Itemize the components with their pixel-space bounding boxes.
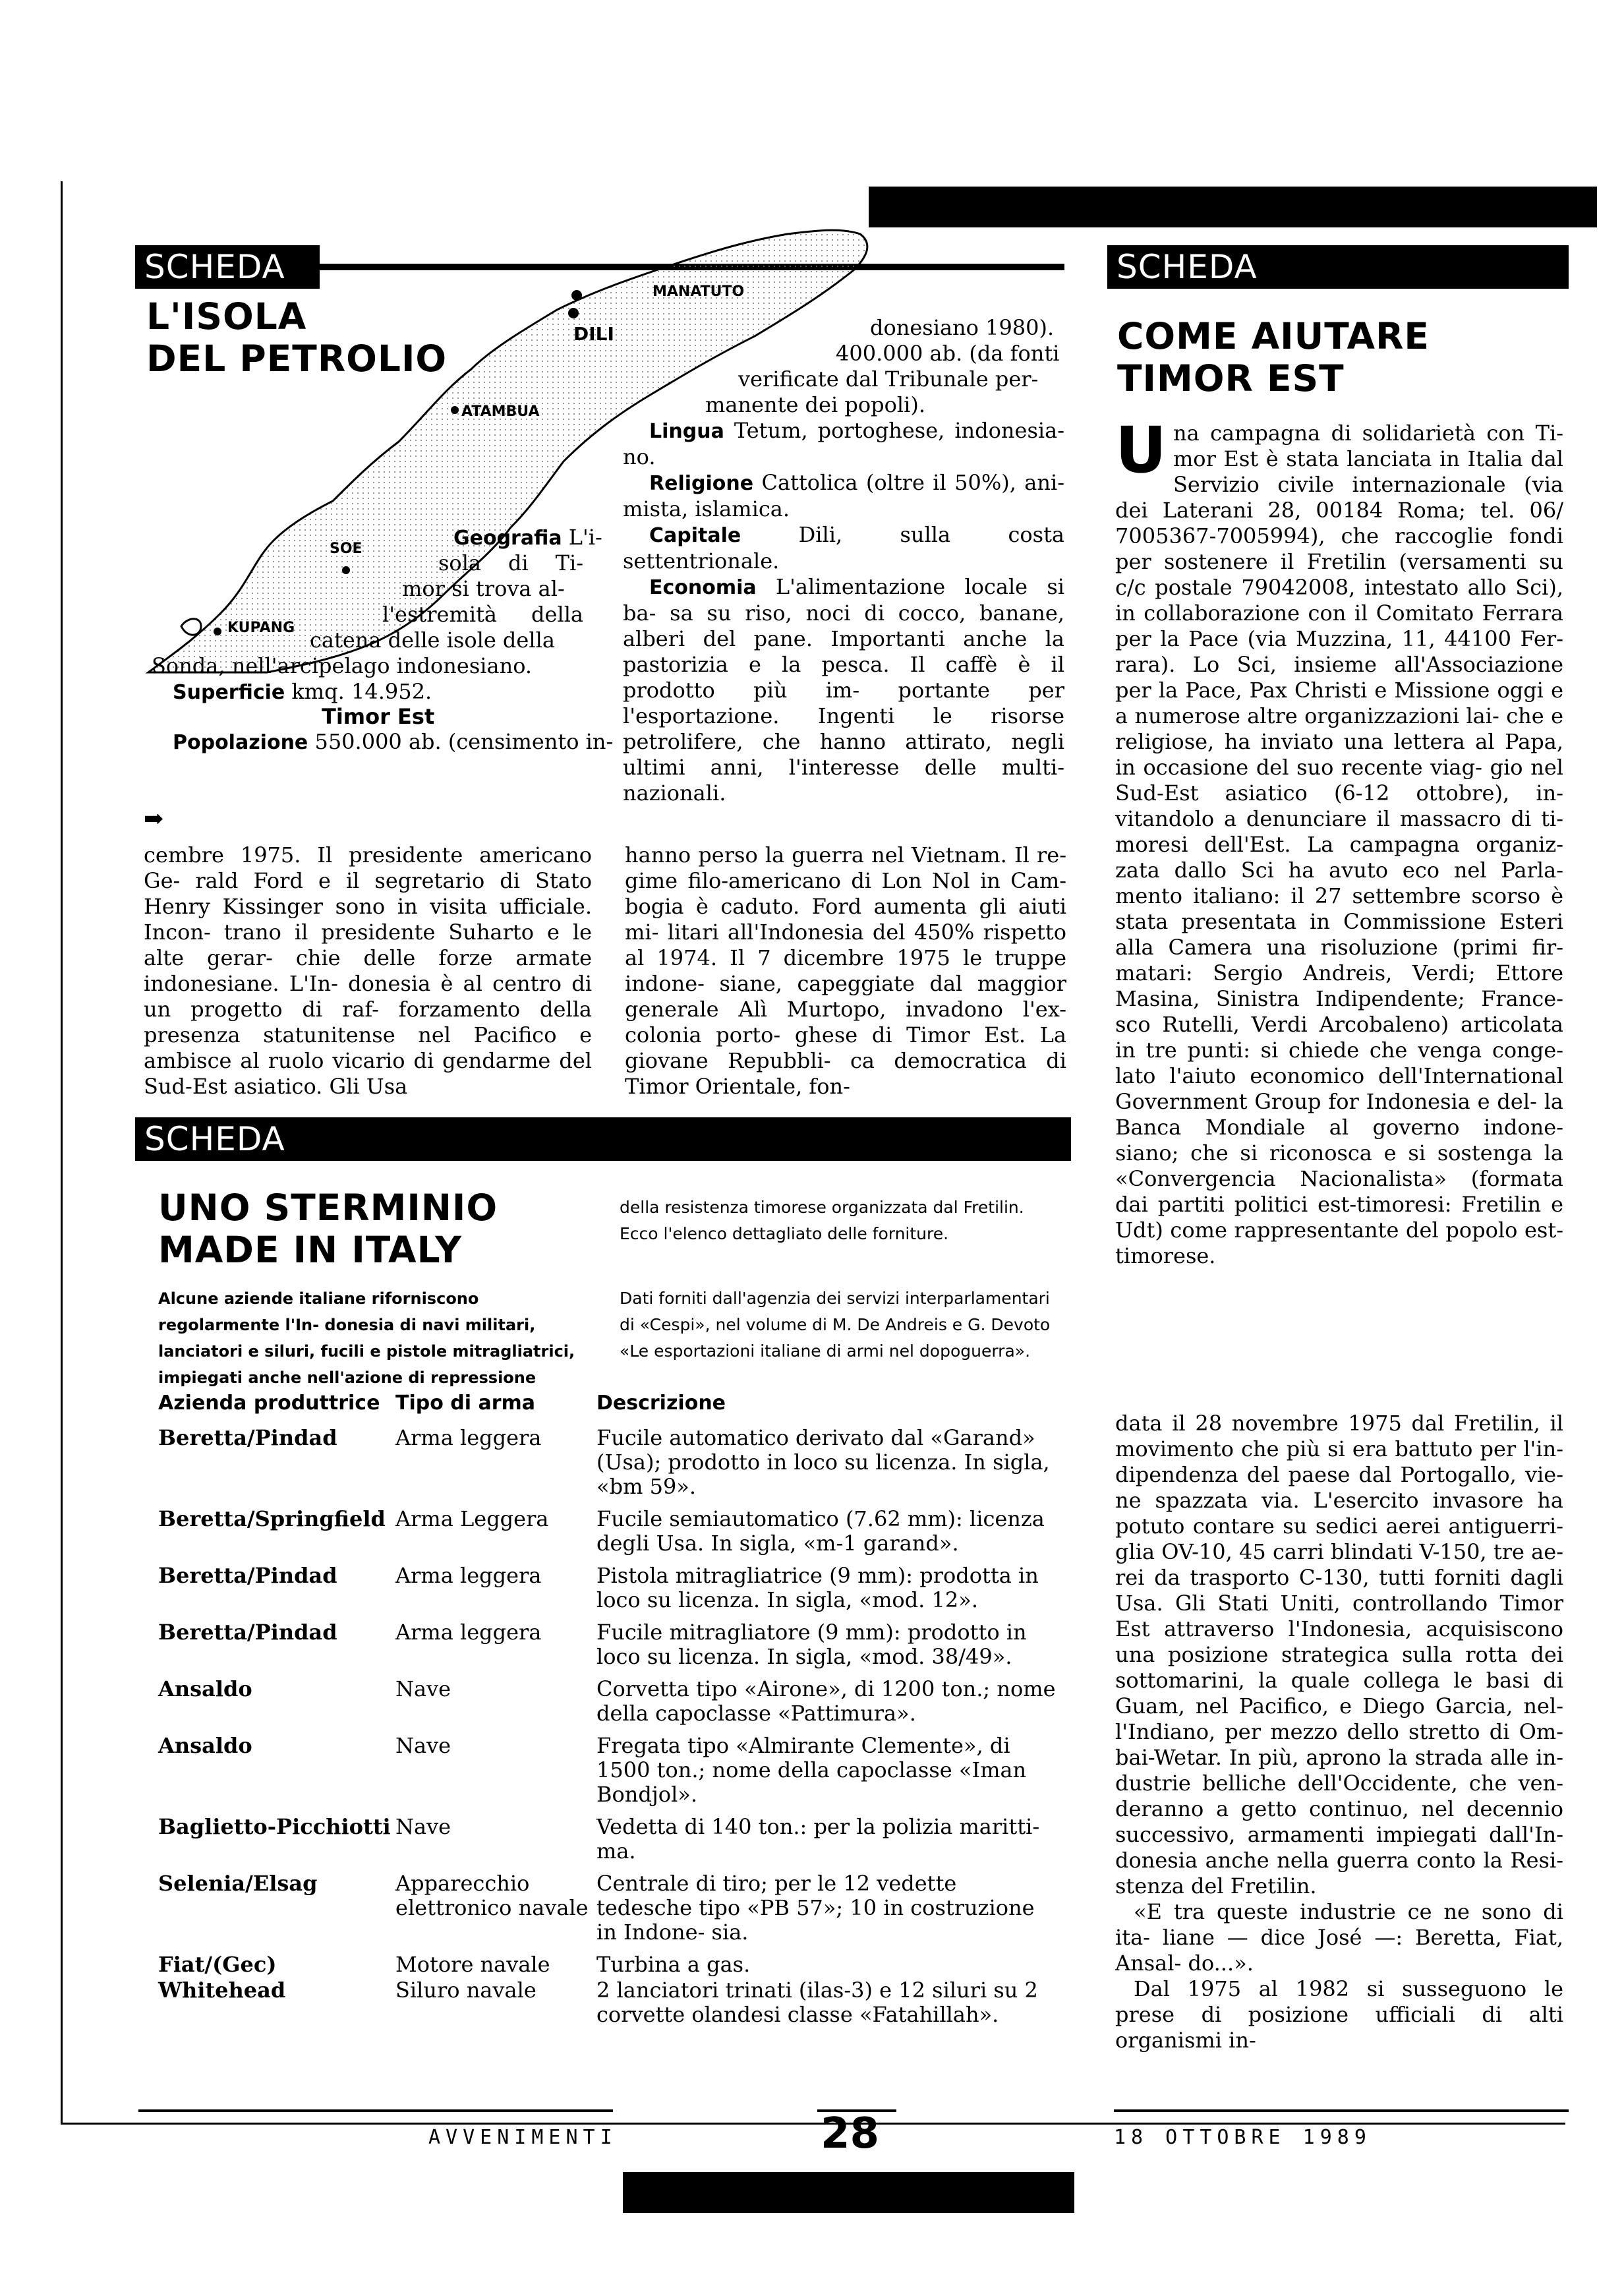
- dili-dot: [568, 308, 579, 318]
- capitale-text: Dili, sulla costa settentrionale.: [623, 522, 1064, 574]
- footer-date: 18 OTTOBRE 1989: [1114, 2126, 1372, 2149]
- bottom-black-bar: [623, 2172, 1074, 2213]
- lingua-label: Lingua: [649, 420, 724, 443]
- cell: Arma Leggera: [395, 1506, 549, 1531]
- cell: Selenia/Elsag: [158, 1871, 318, 1896]
- cell: Fucile mitragliatore (9 mm): prodotto in loco su licenza. In sigla, «mod. 38/49».: [596, 1620, 1027, 1669]
- cell: Siluro navale: [395, 1978, 536, 2003]
- arms-table: [158, 1391, 1058, 2035]
- scheda1-header: SCHEDA: [135, 245, 320, 289]
- superficie-label: Superficie: [173, 681, 285, 704]
- geografia-line3: mor si trova al-: [402, 576, 565, 601]
- cell: Motore navale: [395, 1952, 550, 1977]
- top-black-bar: [869, 187, 1597, 227]
- page-number: 28: [821, 2109, 880, 2158]
- cell: Beretta/Pindad: [158, 1425, 337, 1450]
- scheda2-title: [1117, 315, 1430, 399]
- scheda3-title-line1: UNO STERMINIO: [158, 1187, 498, 1229]
- popolazione-label: Popolazione: [173, 731, 308, 754]
- table-row: [158, 1815, 1058, 1871]
- article1-col2: hanno perso la guerra nel Vietnam. Il re- gime filo-americano di Lon Nol in Cam- bogia è caduto. Ford aumenta gli aiuti mi- litari all'Indonesia del 450% rispetto al 1974. Il 7 dicembre 1975 le truppe indone- siane, capeggiate dal maggior generale Alì Murtopo, invadono l'ex-colonia porto- ghese di Timor Est. La giovane Repubbli- ca democratica di Timor Orientale, fon-: [625, 842, 1066, 1099]
- article1-col1: cembre 1975. Il presidente americano Ge- rald Ford e il segretario di Stato Henry Kissinger sono in visita ufficiale. Incon- trano il presidente Suharto e le alte gerar- chie delle forze armate indonesiane. L'In- donesia è al centro di un progetto di raf- forzamento della presenza statunitense nel Pacifico e ambisce al ruolo vicario di gendarme del Sud-Est asiatico. Gli Usa: [144, 842, 592, 1099]
- map-label-dili: DILI: [573, 323, 614, 345]
- scheda1-title-line2: DEL PETROLIO: [146, 338, 448, 380]
- scheda2-text: [1115, 413, 1563, 1269]
- cell: Arma leggera: [395, 1620, 542, 1645]
- cell: Beretta/Springfield: [158, 1506, 386, 1531]
- superficie-line: [173, 679, 432, 705]
- scheda3-intro: Alcune aziende italiane riforniscono regolarmente l'In- donesia di navi militari, lanciatori e siluri, fucili e pistole mitragliatrici, impiegati anche nell'azione di repressione: [158, 1289, 575, 1387]
- cell: Apparecchio elettronico navale: [395, 1871, 589, 1920]
- cell: Centrale di tiro; per le 12 vedette tedesche tipo «PB 57»; 10 in costruzione in Indone- sia.: [596, 1871, 1035, 1945]
- kupang-dot: [214, 628, 221, 635]
- map-label-atambua: ATAMBUA: [461, 403, 540, 420]
- table-row: [158, 1620, 1058, 1677]
- superficie-text: kmq. 14.952.: [285, 679, 432, 704]
- article2-p1: data il 28 novembre 1975 dal Fretilin, il movimento che più si era battuto per l'in- dipendenza del paese dal Portogallo, vie- ne spazzata via. L'esercito invasore ha potuto contare su sedici aerei antiguerri- glia OV-10, 45 carri blindati V-150, tre ae- rei da trasporto C-130, tutti forniti dagli Usa. Gli Stati Uniti, controllando Timor Est attraverso l'Indonesia, acquisiscono una posizione strategica sulla rotta dei sottomarini, la quale collega le basi di Guam, nel Pacifico, e Diego Garcia, nel- l'Indiano, per mezzo dello stretto di Om- bai-Wetar. In più, aprono la strada alle in- dustrie belliche dell'Occidente, che ven- deranno a getto continuo, nel decennio successivo, armamenti impiegati dall'In- donesia anche nella guerra conto la Resi- stenza del Fretilin.: [1115, 1411, 1563, 1898]
- map-label-manatuto: MANATUTO: [652, 283, 745, 300]
- lingua-text: Tetum, portoghese, indonesia- no.: [623, 418, 1064, 469]
- cell: Fregata tipo «Almirante Clemente», di 1500 ton.; nome della capoclasse «Iman Bondjol».: [596, 1733, 1027, 1807]
- cell: Corvetta tipo «Airone», di 1200 ton.; nome della capoclasse «Pattimura».: [596, 1676, 1056, 1726]
- table-row: [158, 1426, 1058, 1507]
- scheda3-header: SCHEDA: [135, 1117, 1071, 1161]
- scheda2-dropcap: U: [1115, 413, 1167, 487]
- scheda1-facts: [623, 418, 1064, 806]
- scheda2-header: SCHEDA: [1107, 245, 1569, 289]
- geografia-line2: sola di Ti-: [438, 550, 583, 575]
- table-row: [158, 1564, 1058, 1620]
- cell: Whitehead: [158, 1978, 286, 2003]
- geografia-line5: catena delle isole della: [310, 628, 555, 653]
- cell: Baglietto-Picchiotti: [158, 1814, 391, 1839]
- capitale-label: Capitale: [649, 524, 741, 547]
- cell: Fucile automatico derivato dal «Garand» (Usa); prodotto in loco su licenza. In sigla, «bm 59».: [596, 1425, 1050, 1499]
- cell: Beretta/Pindad: [158, 1563, 337, 1588]
- cell: Arma leggera: [395, 1563, 542, 1588]
- table-row: [158, 1734, 1058, 1815]
- cell: Fucile semiautomatico (7.62 mm): licenza degli Usa. In sigla, «m-1 garand».: [596, 1506, 1045, 1556]
- cell: Ansaldo: [158, 1676, 252, 1701]
- scheda3-intro2: della resistenza timorese organizzata dal Fretilin. Ecco l'elenco dettagliato delle forniture.: [620, 1198, 1024, 1243]
- table-row: [158, 1677, 1058, 1734]
- timor-est-label: Timor Est: [322, 704, 435, 729]
- economia-text: L'alimentazione locale si ba- sa su riso, noci di cocco, banane, alberi del pane. Importanti anche la pastorizia e la pesca. Il caffè è il prodotto più im- portante per l'esportazione. Ingenti le risorse petrolifere, che hanno attirato, negli ultimi anni, l'interesse delle multi- nazionali.: [623, 574, 1064, 806]
- economia-label: Economia: [649, 576, 757, 599]
- cell: 2 lanciatori trinati (ilas-3) e 12 siluri su 2 corvette olandesi classe «Fatahillah».: [596, 1978, 1038, 2027]
- article2: [1115, 1411, 1563, 2053]
- fact-line: donesiano 1980).: [870, 315, 1055, 340]
- map-label-soe: SOE: [330, 541, 362, 557]
- cell: Beretta/Pindad: [158, 1620, 337, 1645]
- cell: Nave: [395, 1676, 451, 1701]
- scheda3-title: [158, 1187, 498, 1271]
- geografia-line6: Sonda, nell'arcipelago indonesiano.: [152, 653, 533, 678]
- cell: Arma leggera: [395, 1425, 542, 1450]
- cell: Nave: [395, 1733, 451, 1758]
- geografia-text: L'i-: [562, 525, 602, 550]
- geografia-label: Geografia: [453, 527, 562, 550]
- cell: Pistola mitragliatrice (9 mm): prodotta in loco su licenza. In sigla, «mod. 12».: [596, 1563, 1039, 1612]
- article2-p3: Dal 1975 al 1982 si susseguono le prese di posizione ufficiali di alti organismi in-: [1115, 1976, 1563, 2053]
- scheda2-title-line2: TIMOR EST: [1117, 357, 1345, 399]
- table-row: [158, 1953, 1058, 1978]
- map-label-kupang: KUPANG: [227, 620, 295, 636]
- fact-line: manente dei popoli).: [705, 392, 925, 417]
- geografia-line1: [453, 525, 602, 551]
- footer-rule-left: [138, 2109, 613, 2112]
- cell: Nave: [395, 1814, 451, 1839]
- col-header-tipo: Tipo di arma: [395, 1392, 536, 1415]
- col-header-descrizione: Descrizione: [596, 1392, 726, 1415]
- table-row: [158, 1507, 1058, 1564]
- col-header-azienda: Azienda produttrice: [158, 1392, 380, 1415]
- fact-line: verificate dal Tribunale per-: [738, 367, 1039, 392]
- footer-magazine: AVVENIMENTI: [428, 2126, 618, 2149]
- article2-p2: «E tra queste industrie ce ne sono di ita- liane — dice José —: Beretta, Fiat, Ansal- do...».: [1115, 1899, 1563, 1976]
- scheda3-source: Dati forniti dall'agenzia dei servizi interparlamentari di «Cespi», nel volume di M. De Andreis e G. Devoto «Le esportazioni italiane di armi nel dopoguerra».: [620, 1289, 1051, 1361]
- footer-rule-right: [1114, 2109, 1569, 2112]
- scheda3-title-line2: MADE IN ITALY: [158, 1229, 462, 1271]
- cell: Fiat/(Gec): [158, 1952, 277, 1977]
- fact-line: 400.000 ab. (da fonti: [836, 341, 1060, 366]
- scheda2-title-line1: COME AIUTARE: [1117, 315, 1430, 357]
- continue-arrow-icon: ➡: [144, 806, 164, 833]
- table-row: [158, 1871, 1058, 1953]
- cell: Ansaldo: [158, 1733, 252, 1758]
- manatuto-dot: [571, 290, 582, 301]
- geografia-line4: l'estremità della: [382, 602, 583, 627]
- scheda2-body: na campagna di solidarietà con Ti- mor Est è stata lanciata in Italia dal Servizio civile internazionale (via dei Laterani 28, 00184 Roma; tel. 06/ 7005367-7005994), che raccoglie fondi per sostenere il Fretilin (versamenti su c/c postale 79042008, intestato allo Sci), in collaborazione con il Comitato Ferrara per la Pace (via Muzzina, 11, 44100 Fer- rara). Lo Sci, insieme all'Associazione per la Pace, Pax Christi e Missione oggi e a numerose altre organizzazioni lai- che e religiose, ha inviato una lettera al Papa, in occasione del suo recente viag- gio nel Sud-Est asiatico (6-12 ottobre), in- vitandolo a denunciare il massacro di ti- moresi dell'Est. La campagna organiz- zata dallo Sci ha avuto eco nel Parla- mento italiano: il 27 settembre scorso è stata presentata in Commissione Esteri alla Camera una risoluzione (primi fir- matari: Sergio Andreis, Verdi; Ettore Masina, Sinistra Indipendente; France- sco Rutelli, Verdi Arcobaleno) articolata in tre punti: si chiede che venga conge- lato l'aiuto economico dell'International Government Group for Indonesia e del- la Banca Mondiale al governo indone- siano; che si riconosca e si sostenga la «Convergencia Nacionalista» (formata dai partiti politici est-timoresi: Fretilin e Udt) come rappresentante del popolo est-timorese.: [1115, 421, 1563, 1268]
- cell: Vedetta di 140 ton.: per la polizia maritti- ma.: [596, 1814, 1040, 1864]
- table-row: [158, 1978, 1058, 2035]
- table-header-row: [158, 1391, 1058, 1426]
- islet-shape: [181, 619, 201, 635]
- atambua-dot: [451, 406, 459, 414]
- religione-label: Religione: [649, 472, 754, 495]
- cell: Turbina a gas.: [596, 1952, 751, 1977]
- religione-text: Cattolica (oltre il 50%), ani- mista, islamica.: [623, 470, 1064, 521]
- scheda1-title-line1: L'ISOLA: [146, 295, 307, 338]
- popolazione-line: [173, 729, 613, 755]
- soe-dot: [342, 566, 350, 574]
- popolazione-text: 550.000 ab. (censimento in-: [308, 729, 614, 754]
